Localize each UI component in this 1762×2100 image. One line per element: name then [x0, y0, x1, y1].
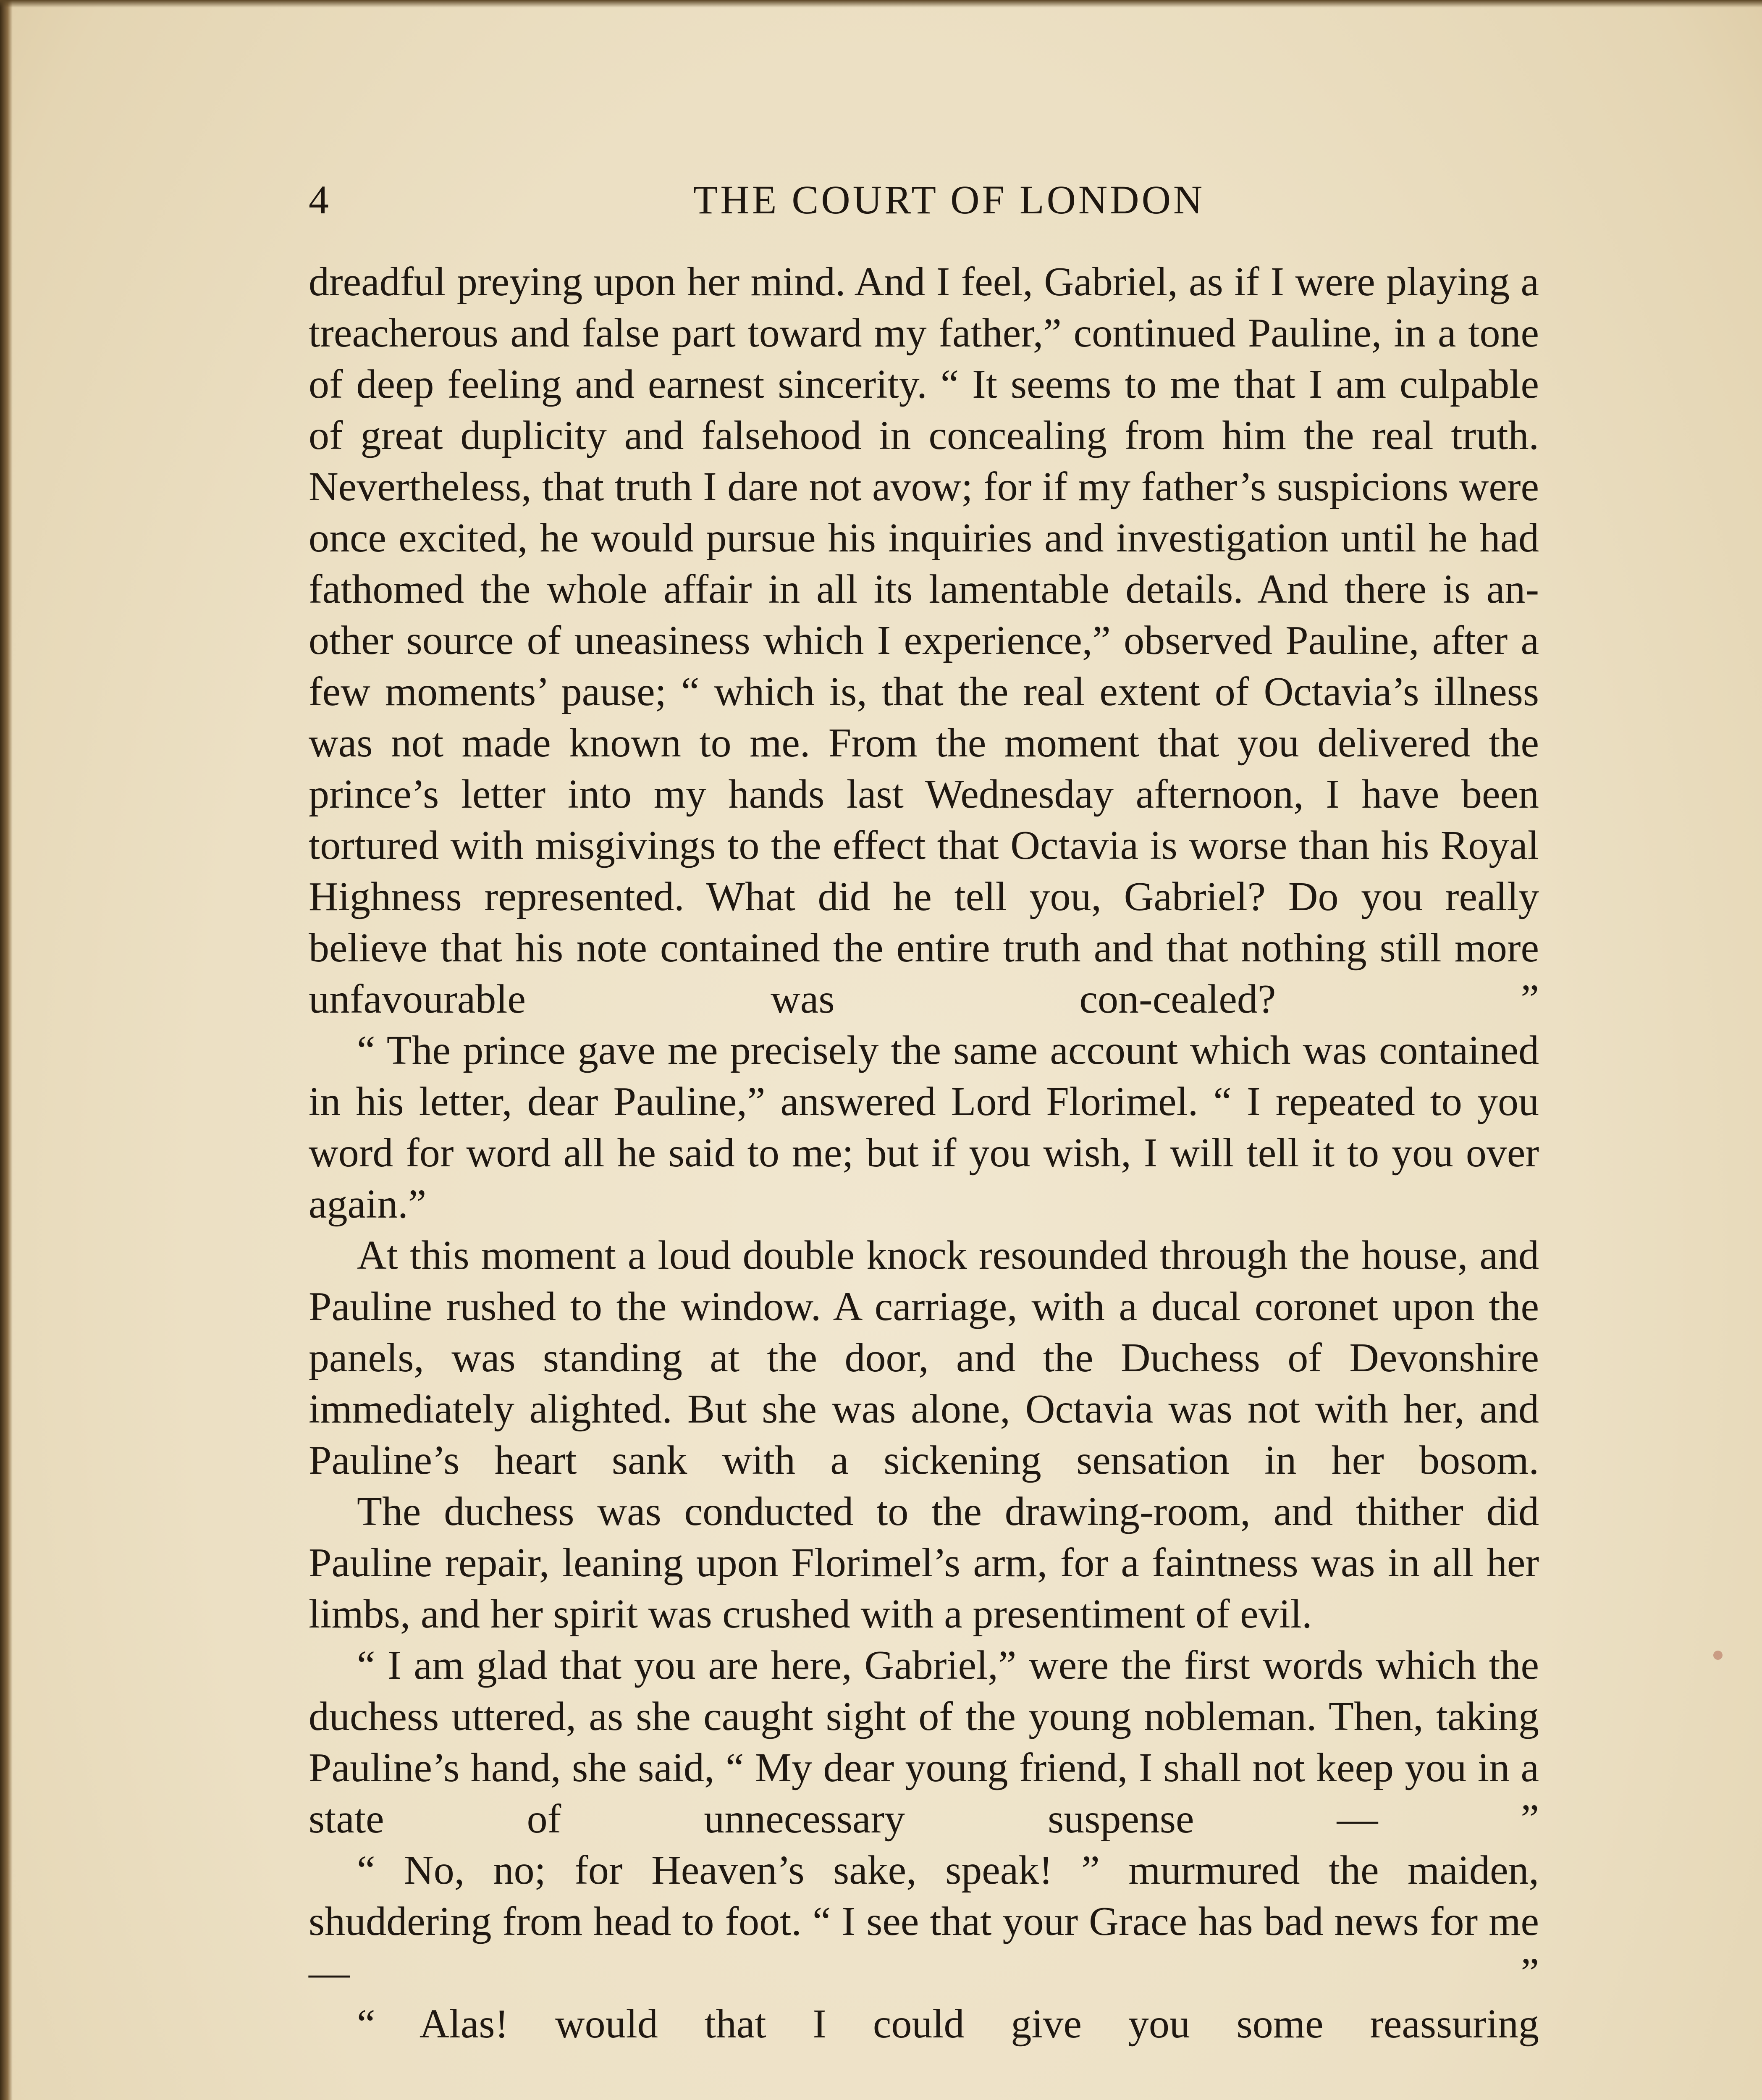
body-text [309, 256, 1539, 2050]
paragraph: “ Alas! would that I could give you some reassuring [357, 2001, 1539, 2047]
page-edge-shadow [0, 0, 13, 2100]
paragraph: The duchess was conducted to the drawing-room, and thither did Pauline repair, leaning upon Florimel’s arm, for a faintness was in all her limbs, and her spirit was crushed with a presentiment of evil. [309, 1489, 1539, 1637]
paragraph: “ I am glad that you are here, Gabriel,” were the first words which the duchess uttered, as she caught sight of the young nobleman. Then, taking Pauline’s hand, she said, “ My dear young friend, I shall not keep you in a state of unnecessary suspense — ” [309, 1643, 1539, 1842]
running-title: THE COURT OF LONDON [693, 177, 1205, 222]
page-top-shadow [0, 0, 1762, 8]
page-number: 4 [309, 177, 329, 222]
paragraph: dreadful preying upon her mind. And I feel, Gabriel, as if I were playing a treacherous and false part toward my father,” continued Pauline, in a tone of deep feeling and earnest sincerity. “ It seems to me that I am culpable of great duplicity and falsehood in concealing from him the real truth. Nevertheless, that truth I dare not avow; for if my father’s suspicions were once excited, he would pursue his inquiries and investigation until he had fathomed the whole affair in all its lamentable details. And there is an-other source of uneasiness which I experience,” observed Pauline, after a few moments’ pause; “ which is, that the real extent of Octavia’s illness was not made known to me. From the moment that you delivered the prince’s letter into my hands last Wednesday afternoon, I have been tortured with misgivings to the effect that Octavia is worse than his Royal Highness represented. What did he tell you, Gabriel? Do you really believe that his note contained the entire truth and that nothing still more unfavourable was con-cealed? ” [309, 259, 1539, 1022]
ink-smudge [1713, 1651, 1723, 1660]
running-head [309, 176, 1539, 223]
paragraph: “ No, no; for Heaven’s sake, speak! ” murmured the maiden, shuddering from head to foot. “ I see that your Grace has bad news for me — ” [309, 1848, 1539, 1995]
paragraph: At this moment a loud double knock resounded through the house, and Pauline rushed to the window. A carriage, with a ducal coronet upon the panels, was standing at the door, and the Duchess of Devonshire immediately alighted. But she was alone, Octavia was not with her, and Pauline’s heart sank with a sickening sensation in her bosom. [309, 1233, 1539, 1483]
paragraph: “ The prince gave me precisely the same account which was contained in his letter, dear Pauline,” answered Lord Florimel. “ I repeated to you word for word all he said to me; but if you wish, I will tell it to you over again.” [309, 1028, 1539, 1227]
